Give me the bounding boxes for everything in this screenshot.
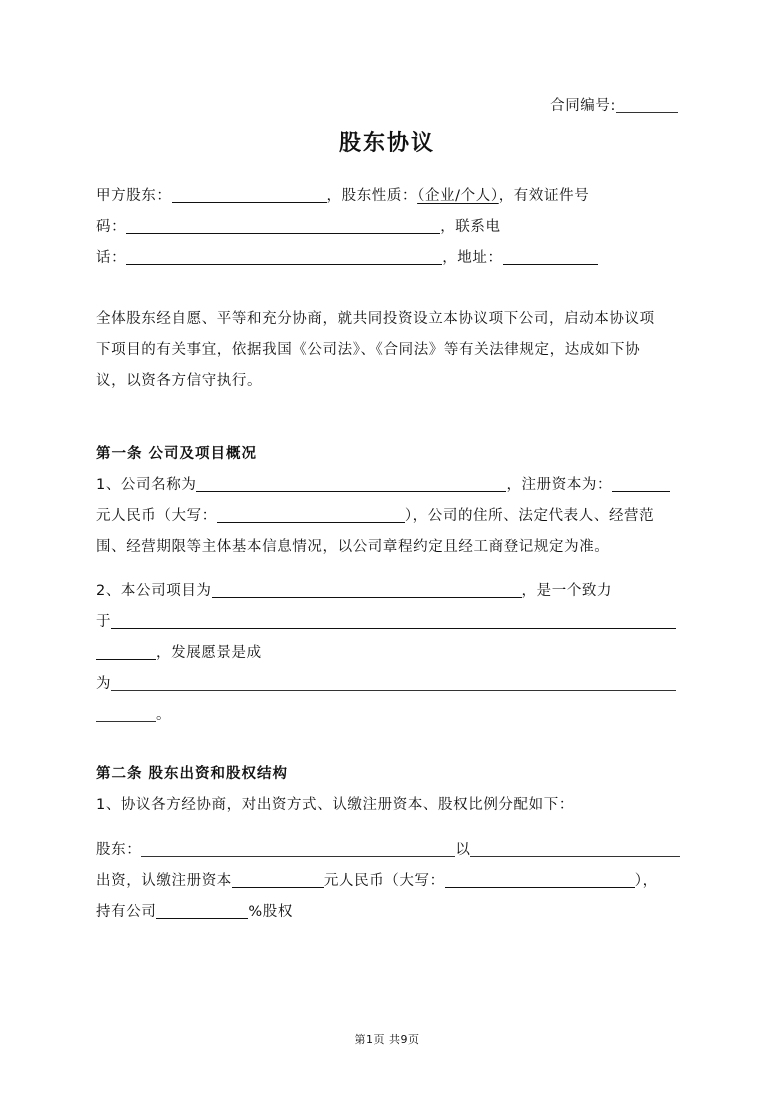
company-name-blank[interactable]	[196, 476, 506, 492]
vision-blank-cont[interactable]	[96, 706, 156, 722]
article-2-heading: 第二条 股东出资和股权结构	[96, 766, 289, 782]
shareholding-line	[96, 902, 293, 922]
clause-text: 于	[96, 614, 112, 630]
contribution-line	[96, 871, 658, 891]
contract-number-blank[interactable]	[616, 97, 678, 113]
clause-text: ），	[634, 873, 658, 889]
article-1-clause-2-line-4	[96, 674, 676, 694]
clause-text: %股权	[248, 904, 293, 920]
preamble-line: 下项目的有关事宜，依据我国《公司法》、《合同法》等有关法律规定，达成如下协	[96, 342, 641, 358]
clause-text: 为	[96, 676, 112, 692]
party-line-2	[96, 217, 501, 237]
clause-text: 元人民币（大写：	[323, 873, 445, 889]
shareholder-label: 股东：	[96, 842, 142, 858]
id-number-blank[interactable]	[126, 218, 440, 234]
nature-value: （企业/个人）	[417, 188, 499, 204]
contract-number-label: 合同编号:	[550, 98, 616, 114]
address-label: ，地址：	[442, 250, 503, 266]
article-1-clause-1-line-3: 围、经营期限等主体基本信息情况，以公司章程约定且经工商登记规定为准。	[96, 539, 610, 555]
document-title: 股东协议	[338, 131, 435, 156]
clause-text: 出资，认缴注册资本	[96, 873, 232, 889]
subscribed-capital-blank[interactable]	[232, 872, 324, 888]
project-purpose-blank-cont[interactable]	[96, 644, 156, 660]
registered-capital-blank[interactable]	[612, 476, 670, 492]
id-label: ，有效证件号	[498, 188, 590, 204]
project-name-blank[interactable]	[212, 582, 522, 598]
capital-in-words-blank[interactable]	[217, 507, 405, 523]
vision-blank[interactable]	[111, 675, 676, 691]
party-a-blank[interactable]	[172, 187, 327, 203]
article-2-clause-1: 1、协议各方经协商，对出资方式、认缴注册资本、股权比例分配如下：	[96, 797, 574, 813]
clause-text: 1、公司名称为	[96, 477, 197, 493]
party-a-label: 甲方股东：	[96, 188, 172, 204]
share-percent-blank[interactable]	[156, 903, 248, 919]
id-label-cont: 码：	[96, 219, 127, 235]
clause-text: 持有公司	[96, 904, 157, 920]
party-line-1	[96, 186, 589, 206]
clause-text: ，发展愿景是成	[156, 645, 262, 661]
phone-label: ，联系电	[440, 219, 501, 235]
contribution-method-label: 以	[455, 842, 471, 858]
clause-text: ，是一个致力	[521, 583, 613, 599]
article-1-clause-1-line-2	[96, 506, 654, 526]
subscribed-capital-words-blank[interactable]	[445, 872, 635, 888]
preamble-line: 全体股东经自愿、平等和充分协商，就共同投资设立本协议项下公司，启动本协议项	[96, 311, 655, 327]
address-blank[interactable]	[503, 249, 598, 265]
clause-text: 。	[156, 707, 172, 723]
clause-text: 2、本公司项目为	[96, 583, 212, 599]
clause-text: ），公司的住所、法定代表人、经营范	[404, 508, 655, 524]
article-1-clause-2-line-3	[96, 643, 262, 663]
page-footer: 第1页 共9页	[354, 1033, 420, 1046]
project-purpose-blank[interactable]	[111, 613, 676, 629]
article-1-clause-1-line-1	[96, 475, 670, 495]
contribution-method-blank[interactable]	[470, 841, 680, 857]
preamble-line: 议，以资各方信守执行。	[96, 373, 263, 389]
shareholder-name-blank[interactable]	[141, 841, 455, 857]
clause-text: ，注册资本为：	[506, 477, 613, 493]
phone-blank[interactable]	[126, 249, 442, 265]
phone-label-cont: 话：	[96, 250, 127, 266]
article-1-heading: 第一条 公司及项目概况	[96, 446, 258, 462]
shareholder-line	[96, 840, 680, 860]
article-1-clause-2-line-2	[96, 612, 676, 632]
party-line-3	[96, 248, 598, 268]
nature-label: ，股东性质：	[326, 188, 418, 204]
article-1-clause-2-line-1	[96, 581, 612, 601]
contract-number	[550, 94, 678, 115]
clause-text: 元人民币（大写：	[96, 508, 217, 524]
article-1-clause-2-line-5	[96, 705, 171, 725]
